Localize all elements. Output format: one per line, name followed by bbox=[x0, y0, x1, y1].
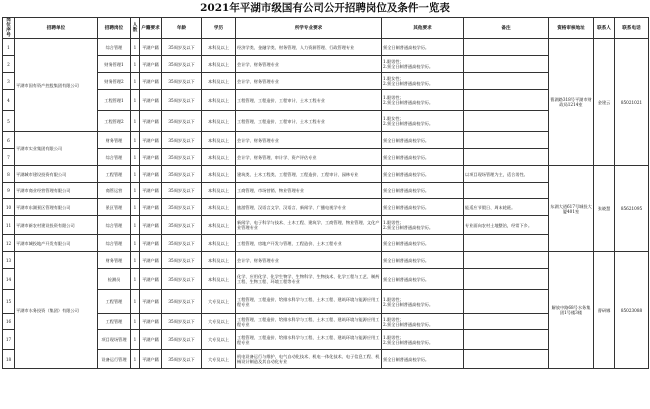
remark-cell bbox=[464, 111, 549, 132]
page-title: 2021年平湖市级国有公司公开招聘岗位及条件一览表 bbox=[200, 2, 450, 14]
count-cell: 1 bbox=[131, 183, 140, 199]
remark-cell bbox=[464, 149, 549, 166]
position-cell: 设备运行管理 bbox=[98, 350, 131, 369]
count-cell: 1 bbox=[131, 111, 140, 132]
unit-name: 平湖市实业集团有限公司 bbox=[15, 132, 98, 166]
hukou-cell: 平湖户籍 bbox=[140, 314, 162, 330]
major-cell: 工程管理、工程造价、给排水科学与工程、土木工程、建筑环境与能源应用工程专业 bbox=[236, 314, 382, 330]
major-cell: 会计学、财务管理专业 bbox=[236, 252, 382, 269]
unit-name: 平湖市商业经营管理有限公司 bbox=[15, 183, 98, 199]
row-number: 9 bbox=[3, 183, 15, 199]
column-header: 备注 bbox=[464, 18, 549, 39]
column-header: 学历 bbox=[202, 18, 236, 39]
column-header: 户籍要求 bbox=[140, 18, 162, 39]
major-cell: 化学、应用化学、化学生物学、生物科学、生物技术、化学工程与工艺、制药工程、生物工程、环境工程等专业 bbox=[236, 269, 382, 290]
position-cell: 景区管理 bbox=[98, 199, 131, 216]
other-requirements-cell bbox=[382, 132, 464, 149]
review-address-cell: 东湖大道617号城投大厦401室 bbox=[549, 166, 594, 252]
unit-name: 平湖市新农村建设投资有限公司 bbox=[15, 216, 98, 235]
requirement-line: 2.须全日制普通高校学历。 bbox=[383, 225, 434, 230]
other-requirements-cell bbox=[382, 216, 464, 235]
age-cell: 35周岁及以下 bbox=[162, 269, 202, 290]
age-cell: 35周岁及以下 bbox=[162, 56, 202, 73]
other-requirements-cell bbox=[382, 90, 464, 111]
major-cell: 工程管理、工程造价、工程审计、土木工程专业 bbox=[236, 90, 382, 111]
remark-cell bbox=[464, 73, 549, 90]
other-requirements-cell bbox=[382, 166, 464, 183]
count-cell: 1 bbox=[131, 314, 140, 330]
education-cell: 本科及以上 bbox=[202, 132, 236, 149]
header-row bbox=[3, 18, 649, 39]
requirement-line: 1.限男性； bbox=[383, 95, 404, 100]
requirement-line: 1.限男性； bbox=[383, 59, 404, 64]
education-cell: 大专及以上 bbox=[202, 330, 236, 350]
education-cell: 大专及以上 bbox=[202, 290, 236, 314]
count-cell: 1 bbox=[131, 350, 140, 369]
requirement-line: 1.限男性； bbox=[383, 296, 404, 302]
position-cell: 工程管理2 bbox=[98, 111, 131, 132]
education-cell: 本科及以上 bbox=[202, 149, 236, 166]
column-header: 所学专业要求 bbox=[236, 18, 382, 39]
hukou-cell: 平湖户籍 bbox=[140, 132, 162, 149]
other-requirements-cell bbox=[382, 314, 464, 330]
age-cell: 35周岁及以下 bbox=[162, 166, 202, 183]
major-cell: 工商管理、市场营销、物业管理专业 bbox=[236, 183, 382, 199]
position-cell: 财务管理1 bbox=[98, 56, 131, 73]
position-cell: 工程管理 bbox=[98, 290, 131, 314]
hukou-cell: 平湖户籍 bbox=[140, 330, 162, 350]
hukou-cell: 平湖户籍 bbox=[140, 56, 162, 73]
requirement-line: 1.限男性； bbox=[383, 220, 404, 225]
remark-cell bbox=[464, 56, 549, 73]
requirement-line: 须全日制普通高校学历。 bbox=[383, 276, 430, 282]
column-header: 年龄 bbox=[162, 18, 202, 39]
education-cell: 本科及以上 bbox=[202, 269, 236, 290]
other-requirements-cell bbox=[382, 290, 464, 314]
requirement-line: 2.须全日制普通高校学历。 bbox=[383, 64, 434, 69]
requirement-line: 2.须全日制普通高校学历。 bbox=[383, 321, 434, 327]
requirement-line: 须全日制普通高校学历。 bbox=[383, 257, 430, 263]
position-cell: 工程管理 bbox=[98, 166, 131, 183]
remark-cell bbox=[464, 39, 549, 56]
row-number: 17 bbox=[3, 330, 15, 350]
remark-cell bbox=[464, 290, 549, 314]
requirement-line: 须全日制普通高校学历。 bbox=[383, 44, 430, 50]
remark-cell bbox=[464, 269, 549, 290]
column-header: 联系人 bbox=[594, 18, 615, 39]
hukou-cell: 平湖户籍 bbox=[140, 183, 162, 199]
row-number: 16 bbox=[3, 314, 15, 330]
row-number: 3 bbox=[3, 73, 15, 90]
remark-cell bbox=[464, 235, 549, 252]
row-number: 10 bbox=[3, 199, 15, 216]
hukou-cell: 平湖户籍 bbox=[140, 235, 162, 252]
age-cell: 35周岁及以下 bbox=[162, 314, 202, 330]
row-number: 6 bbox=[3, 132, 15, 149]
other-requirements-cell bbox=[382, 73, 464, 90]
column-header: 岗位序号 bbox=[3, 18, 15, 39]
remark-cell bbox=[464, 183, 549, 199]
unit-name: 平湖市城投地产开发有限公司 bbox=[15, 235, 98, 252]
count-cell: 1 bbox=[131, 73, 140, 90]
requirement-line: 2.须全日制普通高校学历。 bbox=[383, 301, 434, 307]
requirement-line: 须全日制普通高校学历。 bbox=[383, 137, 430, 143]
other-requirements-cell bbox=[382, 252, 464, 269]
other-requirements-cell bbox=[382, 56, 464, 73]
age-cell: 35周岁及以下 bbox=[162, 330, 202, 350]
count-cell: 1 bbox=[131, 132, 140, 149]
requirement-line: 2.须全日制普通高校学历。 bbox=[383, 339, 434, 345]
age-cell: 35周岁及以下 bbox=[162, 73, 202, 90]
requirement-line: 1.限女性； bbox=[383, 116, 404, 121]
remark-cell bbox=[464, 330, 549, 350]
major-cell: 机电设备运行与维护、电气自动化技术、机电一体化技术、电子信息工程、机械设计制造及其自动化专业 bbox=[236, 350, 382, 369]
count-cell: 1 bbox=[131, 166, 140, 183]
row-number: 7 bbox=[3, 149, 15, 166]
age-cell: 35周岁及以下 bbox=[162, 183, 202, 199]
major-cell: 工程管理、工程造价、工程审计、土木工程专业 bbox=[236, 111, 382, 132]
education-cell: 本科及以上 bbox=[202, 73, 236, 90]
unit-name: 平湖市水务投资（集团）有限公司 bbox=[15, 252, 98, 369]
major-cell: 建筑类、土木工程类、工程管理、工程造价、工程审计、园林专业 bbox=[236, 166, 382, 183]
count-cell: 1 bbox=[131, 90, 140, 111]
unit-name: 平湖市东湖景区管理有限公司 bbox=[15, 199, 98, 216]
remark-cell bbox=[464, 132, 549, 149]
position-cell: 项目现场管理 bbox=[98, 330, 131, 350]
major-cell: 工程管理、房地产开发与管理、工程造价、土木工程专业 bbox=[236, 235, 382, 252]
contact-phone-cell: 85621095 bbox=[615, 166, 649, 252]
major-cell: 会计学、财务管理专业 bbox=[236, 132, 382, 149]
row-number: 18 bbox=[3, 350, 15, 369]
major-cell: 会计学、财务管理、审计学、资产评估专业 bbox=[236, 149, 382, 166]
age-cell: 35周岁及以下 bbox=[162, 90, 202, 111]
age-cell: 35周岁及以下 bbox=[162, 199, 202, 216]
hukou-cell: 平湖户籍 bbox=[140, 166, 162, 183]
requirement-line: 2.须全日制普通高校学历。 bbox=[383, 81, 434, 86]
education-cell: 大专及以上 bbox=[202, 350, 236, 369]
contact-person-cell: 金建云 bbox=[594, 39, 615, 166]
requirement-line: 须全日制普通高校学历。 bbox=[383, 188, 430, 193]
major-cell: 经济学类、金融学类、财务管理、人力资源管理、行政管理专业 bbox=[236, 39, 382, 56]
hukou-cell: 平湖户籍 bbox=[140, 149, 162, 166]
hukou-cell: 平湖户籍 bbox=[140, 90, 162, 111]
age-cell: 35周岁及以下 bbox=[162, 216, 202, 235]
row-number: 13 bbox=[3, 252, 15, 269]
count-cell: 1 bbox=[131, 149, 140, 166]
count-cell: 1 bbox=[131, 39, 140, 56]
contact-person-cell: 张晓慧 bbox=[594, 166, 615, 252]
age-cell: 35周岁及以下 bbox=[162, 350, 202, 369]
age-cell: 35周岁及以下 bbox=[162, 290, 202, 314]
table-row bbox=[3, 252, 649, 269]
row-number: 12 bbox=[3, 235, 15, 252]
row-number: 4 bbox=[3, 90, 15, 111]
position-cell: 综合管理 bbox=[98, 235, 131, 252]
position-cell: 财务管理 bbox=[98, 132, 131, 149]
major-cell: 旅游管理、汉语言文学、汉语言、新闻学、广播电视学专业 bbox=[236, 199, 382, 216]
hukou-cell: 平湖户籍 bbox=[140, 350, 162, 369]
education-cell: 本科及以上 bbox=[202, 90, 236, 111]
requirement-line: 2.须全日制普通高校学历。 bbox=[383, 121, 434, 126]
age-cell: 35周岁及以下 bbox=[162, 235, 202, 252]
other-requirements-cell bbox=[382, 235, 464, 252]
row-number: 15 bbox=[3, 290, 15, 314]
major-cell: 会计学、财务管理专业 bbox=[236, 56, 382, 73]
recruitment-table bbox=[2, 17, 649, 369]
major-cell: 工程管理、工程造价、给排水科学与工程、土木工程、建筑环境与能源应用工程专业 bbox=[236, 290, 382, 314]
position-cell: 综合管理 bbox=[98, 39, 131, 56]
remark-cell: 专业面向农村土地整治，经常下乡。 bbox=[464, 216, 549, 235]
requirement-line: 1.限男性； bbox=[383, 316, 404, 322]
position-cell: 工程管理 bbox=[98, 314, 131, 330]
other-requirements-cell bbox=[382, 269, 464, 290]
count-cell: 1 bbox=[131, 199, 140, 216]
education-cell: 本科及以上 bbox=[202, 39, 236, 56]
hukou-cell: 平湖户籍 bbox=[140, 73, 162, 90]
column-header: 联系电话 bbox=[615, 18, 649, 39]
requirement-line: 须全日制普通高校学历。 bbox=[383, 204, 430, 210]
unit-name: 平湖市国有资产控股集团有限公司 bbox=[15, 39, 98, 132]
age-cell: 35周岁及以下 bbox=[162, 252, 202, 269]
other-requirements-cell bbox=[382, 39, 464, 56]
age-cell: 35周岁及以下 bbox=[162, 132, 202, 149]
unit-name: 平湖城市建设投资有限公司 bbox=[15, 166, 98, 183]
remark-cell bbox=[464, 252, 549, 269]
count-cell: 1 bbox=[131, 252, 140, 269]
remark-cell: 以项目现场管理为主，适合男性。 bbox=[464, 166, 549, 183]
count-cell: 1 bbox=[131, 290, 140, 314]
position-cell: 综合管理 bbox=[98, 216, 131, 235]
column-header: 招聘单位 bbox=[15, 18, 98, 39]
count-cell: 1 bbox=[131, 216, 140, 235]
position-cell: 工程管理1 bbox=[98, 90, 131, 111]
other-requirements-cell bbox=[382, 330, 464, 350]
hukou-cell: 平湖户籍 bbox=[140, 252, 162, 269]
table-row bbox=[3, 166, 649, 183]
requirement-line: 须全日制普通高校学历。 bbox=[383, 240, 430, 246]
hukou-cell: 平湖户籍 bbox=[140, 269, 162, 290]
education-cell: 本科及以上 bbox=[202, 56, 236, 73]
other-requirements-cell bbox=[382, 149, 464, 166]
age-cell: 35周岁及以下 bbox=[162, 149, 202, 166]
hukou-cell: 平湖户籍 bbox=[140, 290, 162, 314]
remark-cell: 能适应节假日、周末轮班。 bbox=[464, 199, 549, 216]
position-cell: 检测员 bbox=[98, 269, 131, 290]
column-header: 资格审核地址 bbox=[549, 18, 594, 39]
major-cell: 新闻学、电子科学与技术、土木工程、建筑学、工商管理、物业管理、文化产业管理专业 bbox=[236, 216, 382, 235]
age-cell: 35周岁及以下 bbox=[162, 39, 202, 56]
table-row bbox=[3, 39, 649, 56]
remark-cell bbox=[464, 314, 549, 330]
hukou-cell: 平湖户籍 bbox=[140, 199, 162, 216]
major-cell: 工程管理、工程造价、给排水科学与工程、土木工程、建筑环境与能源应用工程专业 bbox=[236, 330, 382, 350]
other-requirements-cell bbox=[382, 199, 464, 216]
hukou-cell: 平湖户籍 bbox=[140, 111, 162, 132]
position-cell: 商管运营 bbox=[98, 183, 131, 199]
education-cell: 本科及以上 bbox=[202, 183, 236, 199]
review-address-cell: 曹湖路318号平湖市财政局1214室 bbox=[549, 39, 594, 166]
row-number: 8 bbox=[3, 166, 15, 183]
position-cell: 综合管理 bbox=[98, 149, 131, 166]
count-cell: 1 bbox=[131, 269, 140, 290]
position-cell: 财务管理 bbox=[98, 252, 131, 269]
row-number: 2 bbox=[3, 56, 15, 73]
requirement-line: 2.须全日制普通高校学历。 bbox=[383, 100, 434, 105]
review-address-cell: 解放中路68号水务集团1号楼3楼 bbox=[549, 252, 594, 369]
requirement-line: 1.限男性； bbox=[383, 334, 404, 340]
major-cell: 会计学、财务管理专业 bbox=[236, 73, 382, 90]
hukou-cell: 平湖户籍 bbox=[140, 39, 162, 56]
requirement-line: 须全日制普通高校学历。 bbox=[383, 154, 430, 160]
count-cell: 1 bbox=[131, 56, 140, 73]
column-header: 其他要求 bbox=[382, 18, 464, 39]
requirement-line: 须全日制普通高校学历。 bbox=[383, 171, 430, 177]
requirement-line: 1.限女性； bbox=[383, 76, 404, 81]
education-cell: 本科及以上 bbox=[202, 252, 236, 269]
contact-person-cell: 曹研娜 bbox=[594, 252, 615, 369]
remark-cell bbox=[464, 350, 549, 369]
column-header: 招聘岗位 bbox=[98, 18, 131, 39]
count-cell: 1 bbox=[131, 330, 140, 350]
remark-cell bbox=[464, 90, 549, 111]
count-cell: 1 bbox=[131, 235, 140, 252]
position-cell: 财务管理2 bbox=[98, 73, 131, 90]
row-number: 5 bbox=[3, 111, 15, 132]
education-cell: 本科及以上 bbox=[202, 216, 236, 235]
contact-phone-cell: 85023088 bbox=[615, 252, 649, 369]
other-requirements-cell bbox=[382, 183, 464, 199]
other-requirements-cell bbox=[382, 111, 464, 132]
education-cell: 本科及以上 bbox=[202, 199, 236, 216]
requirement-line: 须全日制普通高校学历。 bbox=[383, 356, 430, 362]
contact-phone-cell: 85021021 bbox=[615, 39, 649, 166]
education-cell: 本科及以上 bbox=[202, 166, 236, 183]
hukou-cell: 平湖户籍 bbox=[140, 216, 162, 235]
row-number: 11 bbox=[3, 216, 15, 235]
education-cell: 大专及以上 bbox=[202, 314, 236, 330]
row-number: 1 bbox=[3, 39, 15, 56]
other-requirements-cell bbox=[382, 350, 464, 369]
education-cell: 本科及以上 bbox=[202, 235, 236, 252]
education-cell: 本科及以上 bbox=[202, 111, 236, 132]
column-header: 人数 bbox=[131, 18, 140, 39]
age-cell: 35周岁及以下 bbox=[162, 111, 202, 132]
row-number: 14 bbox=[3, 269, 15, 290]
